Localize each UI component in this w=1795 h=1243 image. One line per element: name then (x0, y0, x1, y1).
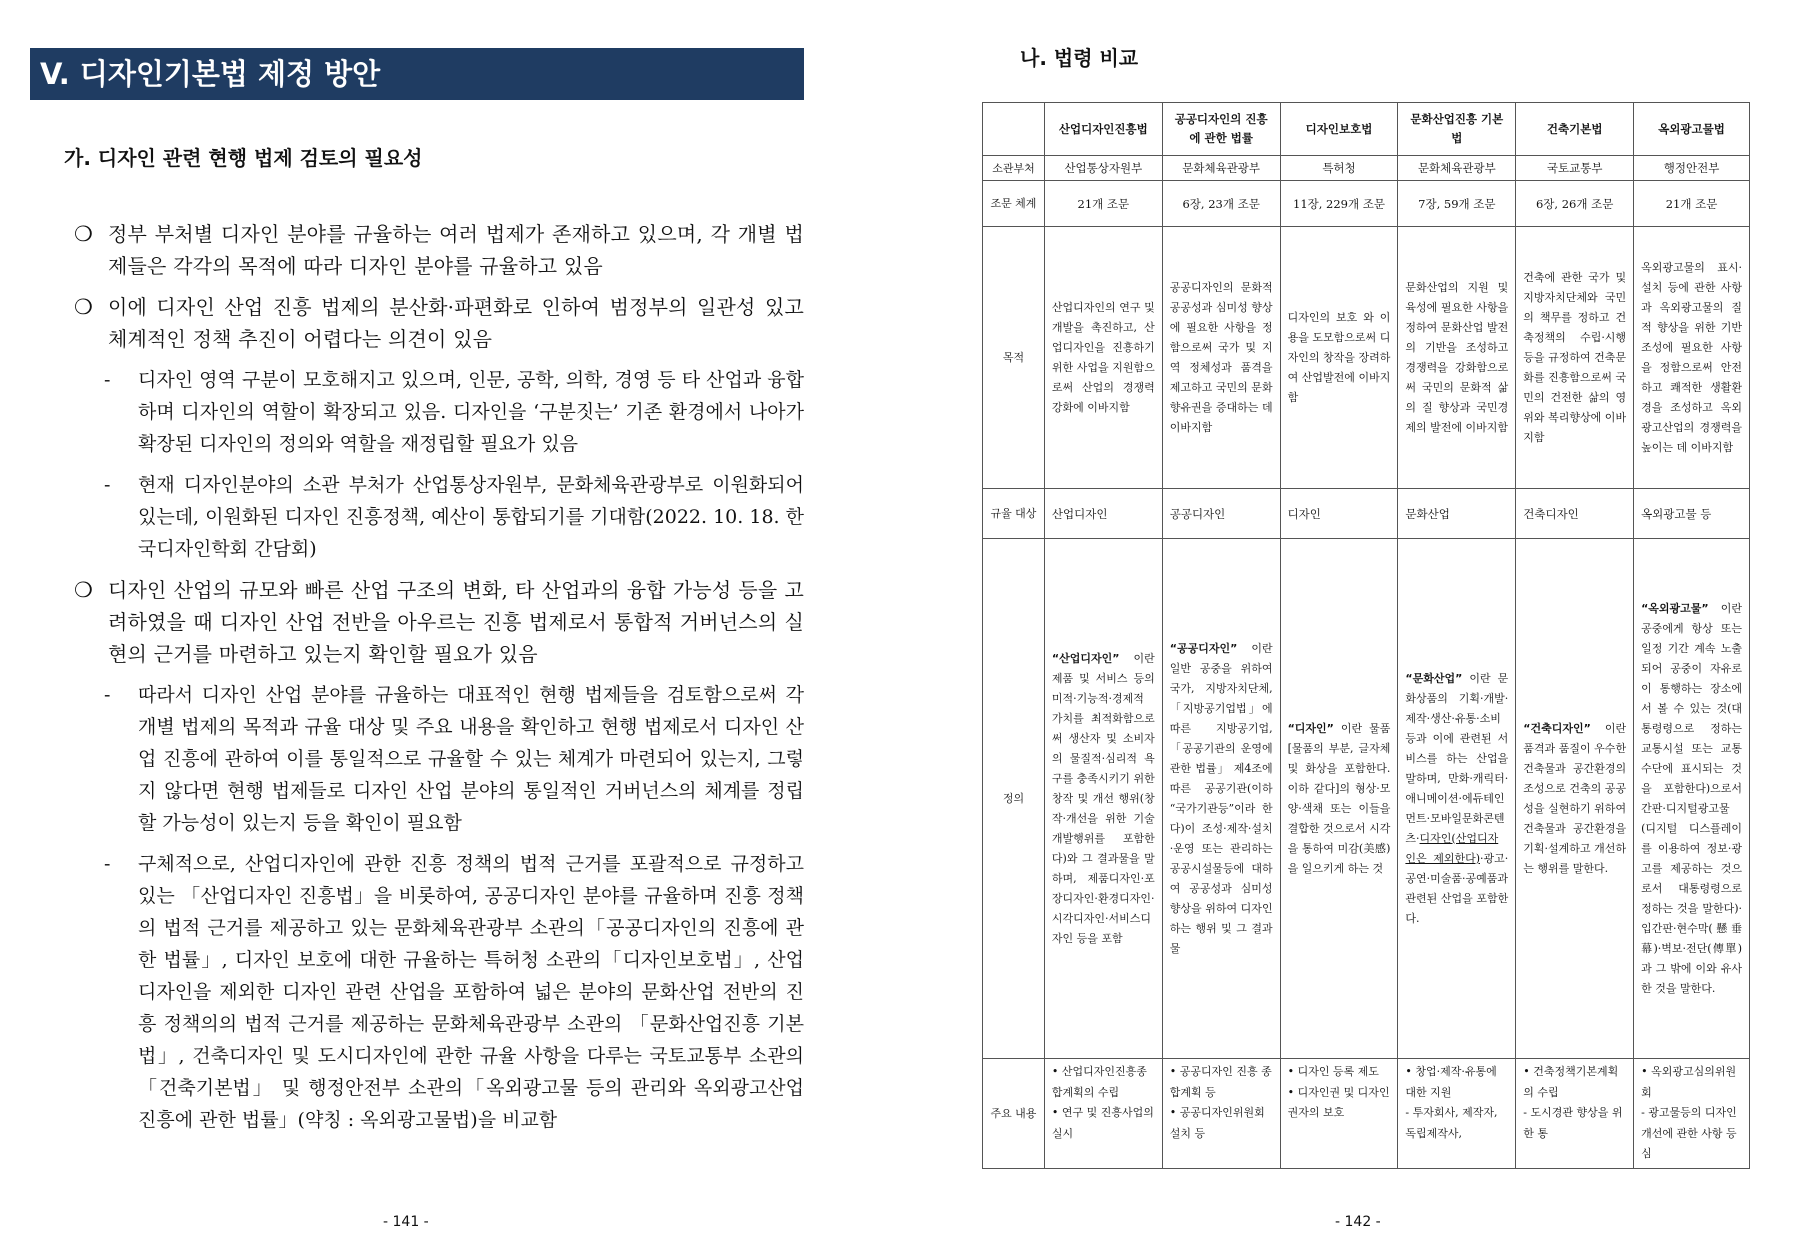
row-header: 소관부처 (983, 156, 1045, 181)
table-row (983, 227, 1750, 489)
body-text (74, 218, 804, 1145)
table-heading: 나. 법령 비교 (1020, 46, 1139, 70)
table-cell: 문화산업 (1398, 489, 1516, 539)
table-row (983, 539, 1750, 1059)
table-cell: 6장, 26개 조문 (1516, 181, 1634, 227)
table-cell: • 산업디자인진흥종합계획의 수립 • 연구 및 진흥사업의 실시 (1044, 1059, 1162, 1169)
table-cell: “건축디자인” 이란 품격과 품질이 우수한 건축물과 공간환경의 조성으로 건축의 공공성을 실현하기 위하여 건축물과 공간환경을 기획·설계하고 개선하는 행위를 말한다. (1516, 539, 1634, 1059)
table-row (983, 1059, 1750, 1169)
table-cell: 건축디자인 (1516, 489, 1634, 539)
table-row (983, 181, 1750, 227)
page-number: - 142 - (1335, 1214, 1381, 1230)
table-cell: 21개 조문 (1044, 181, 1162, 227)
header-row (983, 103, 1750, 156)
table-cell: 산업디자인의 연구 및 개발을 촉진하고, 산업디자인을 진흥하기 위한 사업을 지원함으로써 산업의 경쟁력 강화에 이바지함 (1044, 227, 1162, 489)
row-header: 주요 내용 (983, 1059, 1045, 1169)
page-number: - 141 - (383, 1214, 429, 1230)
column-header: 디자인보호법 (1280, 103, 1398, 156)
table-cell: 옥외광고물의 표시·설치 등에 관한 사항과 옥외광고물의 질적 향상을 위한 기반 조성에 필요한 사항을 정함으로써 안전하고 쾌적한 생활환경을 조성하고 옥외광고산업의 경쟁력을 높이는 데 이바지함 (1634, 227, 1750, 489)
table-cell: “산업디자인” 이란 제품 및 서비스 등의 미적·기능적·경제적 가치를 최적화함으로써 생산자 및 소비자의 물질적·심리적 욕구를 충족시키기 위한 창작 및 개선 행위(창작·개선을 위한 기술개발행위를 포함한다)와 그 결과물을 말하며, 제품디자인·포장디자인·환경디자인·시각디자인·서비스디자인 등을 포함 (1044, 539, 1162, 1059)
table-cell: 공공디자인 (1162, 489, 1280, 539)
row-header: 조문 체계 (983, 181, 1045, 227)
row-header: 목적 (983, 227, 1045, 489)
table-cell: 산업통상자원부 (1044, 156, 1162, 181)
table-cell: • 옥외광고심의위원회 - 광고물등의 디자인 개선에 관한 사항 등 심 (1634, 1059, 1750, 1169)
table-cell: • 디자인 등록 제도 • 디자인권 및 디자인권자의 보호 (1280, 1059, 1398, 1169)
table-cell: 건축에 관한 국가 및 지방자치단체와 국민의 책무를 정하고 건축정책의 수립·시행 등을 규정하여 건축문화를 진흥함으로써 국민의 건전한 삶의 영위와 복리향상에 이바지함 (1516, 227, 1634, 489)
right-page (900, 0, 1795, 1243)
table-cell: “옥외광고물” 이란 공중에게 항상 또는 일정 기간 계속 노출되어 공중이 자유로이 통행하는 장소에서 볼 수 있는 것(대통령령으로 정하는 교통시설 또는 교통수단에 표시되는 것을 포함한다)으로서 간판·디지털광고물(디지털 디스플레이를 이용하여 정보·광고를 제공하는 것으로서 대통령령으로 정하는 것을 말한다)·입간판·현수막(懸垂幕)·벽보·전단(傳單)과 그 밖에 이와 유사한 것을 말한다. (1634, 539, 1750, 1059)
table-cell: “공공디자인” 이란 일반 공중을 위하여 국가, 지방자치단체, 「지방공기업법」에 따른 지방공기업, 「공공기관의 운영에 관한 법률」 제4조에 따른 공공기관(이하 “국가기관등”이라 한다)이 조성·제작·설치·운영 또는 관리하는 공공시설물등에 대하여 공공성과 심미성 향상을 위하여 디자인하는 행위 및 그 결과물 (1162, 539, 1280, 1059)
column-header: 건축기본법 (1516, 103, 1634, 156)
table-cell: 문화체육관광부 (1162, 156, 1280, 181)
table-row (983, 489, 1750, 539)
table-cell: 6장, 23개 조문 (1162, 181, 1280, 227)
law-comparison-table (982, 102, 1750, 1169)
corner-cell (983, 103, 1045, 156)
table-cell: 행정안전부 (1634, 156, 1750, 181)
column-header: 공공디자인의 진흥에 관한 법률 (1162, 103, 1280, 156)
section-banner: V. 디자인기본법 제정 방안 (30, 48, 804, 100)
row-header: 규율 대상 (983, 489, 1045, 539)
table-cell: 디자인의 보호 와 이용을 도모함으로써 디자인의 창작을 장려하여 산업발전에 이바지함 (1280, 227, 1398, 489)
table-cell: 문화산업의 지원 및 육성에 필요한 사항을 정하여 문화산업 발전의 기반을 조성하고 경쟁력을 강화함으로써 국민의 문화적 삶의 질 향상과 국민경제의 발전에 이바지함 (1398, 227, 1516, 489)
dash-item: - 따라서 디자인 산업 분야를 규율하는 대표적인 현행 법제들을 검토함으로써 각 개별 법제의 목적과 규율 대상 및 주요 내용을 확인하고 현행 법제로서 디자인 산업 진흥에 관하여 이를 통일적으로 규율할 수 있는 체계가 마련되어 있는지, 그렇지 않다면 현행 법제들로 디자인 산업 분야의 통일적인 거버넌스의 체계를 정립할 가능성이 있는지 등을 확인이 필요함 (104, 684, 804, 834)
table-cell: “디자인” 이란 물품[물품의 부분, 글자체 및 화상을 포함한다. 이하 같다]의 형상·모양·색채 또는 이들을 결합한 것으로서 시각을 통하여 미감(美感)을 일으키게 하는 것 (1280, 539, 1398, 1059)
dash-item: - 디자인 영역 구분이 모호해지고 있으며, 인문, 공학, 의학, 경영 등 타 산업과 융합하며 디자인의 역할이 확장되고 있음. 디자인을 ‘구분짓는’ 기존 환경에서 나아가 확장된 디자인의 정의와 역할을 재정립할 필요가 있음 (104, 369, 804, 455)
table-cell: • 공공디자인 진흥 종합계획 등 • 공공디자인위원회 설치 등 (1162, 1059, 1280, 1169)
table-cell: • 창업·제작·유통에 대한 지원 - 투자회사, 제작자, 독립제작사, (1398, 1059, 1516, 1169)
column-header: 옥외광고물법 (1634, 103, 1750, 156)
column-header: 문화산업진흥 기본법 (1398, 103, 1516, 156)
table-cell: “문화산업” 이란 문화상품의 기획·개발·제작·생산·유통·소비 등과 이에 관련된 서비스를 하는 산업을 말하며, 만화·캐릭터·애니메이션·에듀테인먼트·모바일문화콘텐츠·디자인(산업디자인은 제외한다)·광고·공연·미술품·공예품과 관련된 산업을 포함한다. (1398, 539, 1516, 1059)
table-cell: 11장, 229개 조문 (1280, 181, 1398, 227)
dash-item: - 구체적으로, 산업디자인에 관한 진흥 정책의 법적 근거를 포괄적으로 규정하고 있는 「산업디자인 진흥법」을 비롯하여, 공공디자인 분야를 규율하며 진흥 정책의 법적 근거를 제공하고 있는 문화체육관광부 소관의「공공디자인의 진흥에 관한 법률」, 디자인 보호에 대한 규율하는 특허청 소관의「디자인보호법」, 산업디자인을 제외한 디자인 관련 산업을 포함하여 넓은 분야의 문화산업 전반의 진흥 정책의의 법적 근거를 제공하는 문화체육관광부 소관의 「문화산업진흥 기본법」, 건축디자인 및 도시디자인에 관한 규율 사항을 다루는 국토교통부 소관의「건축기본법」 및 행정안전부 소관의「옥외광고물 등의 관리와 옥외광고산업 진흥에 관한 법률」(약칭 : 옥외광고물법)을 비교함 (104, 853, 804, 1131)
table-cell: 21개 조문 (1634, 181, 1750, 227)
section-heading: 가. 디자인 관련 현행 법제 검토의 필요성 (64, 146, 423, 170)
table-cell: 7장, 59개 조문 (1398, 181, 1516, 227)
table-cell: 특허청 (1280, 156, 1398, 181)
row-header: 정의 (983, 539, 1045, 1059)
column-header: 산업디자인진흥법 (1044, 103, 1162, 156)
bullet-item: ❍ 디자인 산업의 규모와 빠른 산업 구조의 변화, 타 산업과의 융합 가능성 등을 고려하였을 때 디자인 산업 전반을 아우르는 진흥 법제로서 통합적 거버넌스의 실현의 근거를 마련하고 있는지 확인할 필요가 있음 (74, 578, 804, 666)
table-cell: 문화체육관광부 (1398, 156, 1516, 181)
table-cell: 옥외광고물 등 (1634, 489, 1750, 539)
table-cell: • 건축정책기본계획의 수립 - 도시경관 향상을 위한 통 (1516, 1059, 1634, 1169)
table-cell: 국토교통부 (1516, 156, 1634, 181)
bullet-item: ❍ 정부 부처별 디자인 분야를 규율하는 여러 법제가 존재하고 있으며, 각 개별 법제들은 각각의 목적에 따라 디자인 분야를 규율하고 있음 (74, 222, 804, 278)
bullet-item: ❍ 이에 디자인 산업 진흥 법제의 분산화·파편화로 인하여 범정부의 일관성 있고 체계적인 정책 추진이 어렵다는 의견이 있음 (74, 295, 804, 351)
table-cell: 산업디자인 (1044, 489, 1162, 539)
table-cell: 디자인 (1280, 489, 1398, 539)
table-cell: 공공디자인의 문화적 공공성과 심미성 향상에 필요한 사항을 정함으로써 국가 및 지역 정체성과 품격을 제고하고 국민의 문화향유권을 증대하는 데 이바지함 (1162, 227, 1280, 489)
dash-item: - 현재 디자인분야의 소관 부처가 산업통상자원부, 문화체육관광부로 이원화되어 있는데, 이원화된 디자인 진흥정책, 예산이 통합되기를 기대함(2022. 10. 18. 한국디자인학회 간담회) (104, 474, 804, 560)
table-row (983, 156, 1750, 181)
